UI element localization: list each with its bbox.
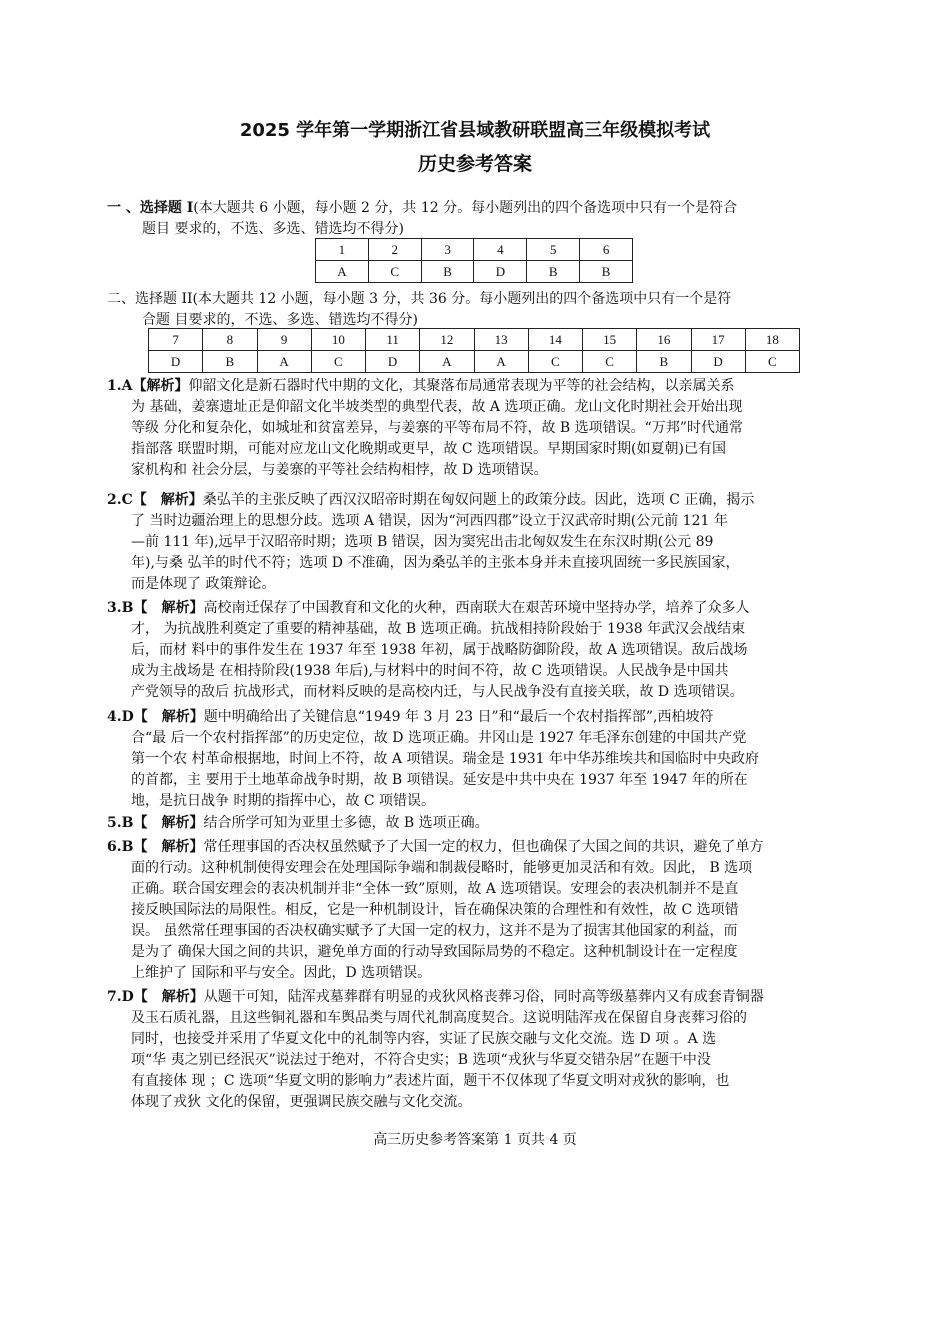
question-number-cell: 5	[527, 239, 580, 261]
answer-cell: A	[257, 351, 311, 373]
explanation-line: 常任理事国的否决权虽然赋予了大国一定的权力，但也确保了大国之间的共识，避免了单方	[203, 839, 764, 855]
question-number-cell: 7	[149, 329, 203, 351]
answer-cell: C	[368, 261, 421, 283]
question-number-cell: 11	[366, 329, 420, 351]
answer-cell: B	[637, 351, 691, 373]
explanation-6	[107, 837, 842, 984]
explanation-label: 3.B【 解析】	[107, 600, 204, 616]
explanation-line: 家机构和 社会分层，与姜寨的平等社会结构相悖，故 D 选项错误。	[131, 462, 548, 478]
answer-cell: D	[474, 261, 527, 283]
explanation-line: 从题干可知，陆浑戎墓葬群有明显的戎狄风格丧葬习俗，同时高等级墓葬内又有成套青铜器	[203, 989, 764, 1005]
question-number-cell: 8	[203, 329, 257, 351]
explanation-line: 误。 虽然常任理事国的否决权确实赋予了大国一定的权力，这并不是为了损害其他国家的利益，而	[131, 923, 738, 939]
answer-cell: A	[420, 351, 474, 373]
answer-cell: B	[421, 261, 474, 283]
answer-cell: B	[203, 351, 257, 373]
explanation-label: 4.D【 解析】	[107, 709, 204, 725]
explanation-line: 上维护了 国际和平与安全。因此，D 选项错误。	[131, 965, 432, 981]
explanation-line: 仰韶文化是新石器时代中期的文化，其聚落布局通常表现为平等的社会结构，以亲属关系	[188, 378, 735, 394]
explanation-line: 指部落 联盟时期，可能对应龙山文化晚期或更早，故 C 选项错误。早期国家时期(如夏朝)已有国	[131, 441, 726, 457]
section-2-text-2: 合题 目要求的，不选、多选、错选均不得分)	[142, 312, 418, 328]
explanation-line: 而是体现了 政策辩论。	[131, 576, 276, 592]
question-number-cell: 4	[474, 239, 527, 261]
section-1-heading: 一 、选择题 I	[107, 200, 194, 216]
explanation-line: 成为主战场是 在相持阶段(1938 年后),与材料中的时间不符，故 C 选项错误。人民战争是中国共	[131, 663, 729, 679]
question-number-cell: 1	[316, 239, 369, 261]
explanation-label: 1.A【解析】	[107, 378, 189, 394]
section-2-instructions	[107, 289, 837, 331]
section-1-text-2: 题目 要求的，不选、多选、错选均不得分)	[142, 221, 404, 237]
explanation-5	[107, 813, 842, 834]
explanation-line: 桑弘羊的主张反映了西汉汉昭帝时期在匈奴问题上的政策分歧。因此，选项 C 正确，揭示	[202, 492, 755, 508]
question-number-cell: 12	[420, 329, 474, 351]
explanation-label: 7.D【 解析】	[107, 989, 204, 1005]
question-number-cell: 9	[257, 329, 311, 351]
question-number-cell: 16	[637, 329, 691, 351]
question-number-cell: 3	[421, 239, 474, 261]
explanation-line: 为 基础，姜寨遗址正是仰韶文化半坡类型的典型代表，故 A 选项正确。龙山文化时期社会开始出现	[131, 399, 743, 415]
page-footer: 高三历史参考答案第 1 页共 4 页	[373, 1132, 577, 1148]
answer-cell: C	[528, 351, 582, 373]
explanation-line: 第一个农 村革命根据地，时间上不符，故 A 项错误。瑞金是 1931 年中华苏维埃共和国临时中央政府	[131, 751, 759, 767]
explanation-line: 合“最 后一个农村指挥部”的历史定位，故 D 选项正确。井冈山是 1927 年毛泽东创建的中国共产党	[131, 730, 747, 746]
answer-cell: A	[316, 261, 369, 283]
explanation-line: 高校南迁保存了中国教育和文化的火种，西南联大在艰苦环境中坚持办学，培养了众多人	[203, 600, 750, 616]
explanation-line: 同时，也接受并采用了华夏文化中的礼制等内容，实证了民族交融与文化交流。选 D 项 。A 选	[131, 1031, 717, 1047]
explanation-line: 地，是抗日战争 时期的指挥中心，故 C 项错误。	[131, 793, 436, 809]
question-number-cell: 15	[583, 329, 637, 351]
explanation-7	[107, 987, 842, 1113]
explanation-2	[107, 490, 842, 595]
explanation-line: 题中明确给出了关键信息“1949 年 3 月 23 日”和“最后一个农村指挥部”,西柏坡符	[203, 709, 714, 725]
exam-title: 2025 学年第一学期浙江省县域教研联盟高三年级模拟考试	[239, 120, 711, 141]
answer-cell: D	[691, 351, 745, 373]
explanation-line: 年),与桑 弘羊的时代不符；选项 D 不准确，因为桑弘羊的主张本身并未直接巩固统一多民族国家，	[131, 555, 740, 571]
question-number-cell: 13	[474, 329, 528, 351]
explanation-line: 产党领导的敌后 抗战形式，而材料反映的是高校内迁，与人民战争没有直接关联，故 D 选项错误。	[131, 684, 744, 700]
section-2-answer-table	[148, 328, 800, 373]
question-number-cell: 2	[368, 239, 421, 261]
answer-cell: D	[149, 351, 203, 373]
answer-key-subtitle: 历史参考答案	[417, 153, 532, 175]
question-number-cell: 14	[528, 329, 582, 351]
table-row-numbers	[316, 239, 633, 261]
question-number-cell: 18	[745, 329, 799, 351]
table-row-answers	[149, 351, 800, 373]
explanation-line: 及玉石质礼器，且这些铜礼器和车舆品类与周代礼制高度契合。这说明陆浑戎在保留自身丧葬习俗的	[131, 1010, 747, 1026]
explanation-label: 5.B【 解析】	[107, 815, 204, 831]
explanation-line: 等级 分化和复杂化，如城址和贫富差异，与姜寨的平等布局不符，故 B 选项错误。“万邦”时代通常	[131, 420, 743, 436]
explanation-line: 体现了戎狄 文化的保留，更强调民族交融与文化交流。	[131, 1094, 472, 1110]
question-number-cell: 6	[580, 239, 633, 261]
explanation-line: 才， 为抗战胜利奠定了重要的精神基础，故 B 选项正确。抗战相持阶段始于 1938 年武汉会战结束	[131, 621, 746, 637]
explanation-1	[107, 376, 842, 481]
table-row-numbers	[149, 329, 800, 351]
section-1-instructions	[107, 198, 837, 240]
explanation-4	[107, 707, 842, 812]
explanation-line: 正确。联合国安理会的表决机制并非“全体一致”原则，故 A 选项错误。安理会的表决机制并不是直	[131, 881, 739, 897]
answer-cell: C	[745, 351, 799, 373]
answer-cell: B	[527, 261, 580, 283]
answer-cell: D	[366, 351, 420, 373]
explanation-line: 的首都，主 要用于土地革命战争时期，故 B 项错误。延安是中共中央在 1937 年至 1947 年的所在	[131, 772, 748, 788]
explanation-line: 有直接体 现 ；C 选项“华夏文明的影响力”表述片面，题干不仅体现了华夏文明对戎狄的影响，也	[131, 1073, 730, 1089]
answer-cell: A	[474, 351, 528, 373]
explanation-line: 了 当时边疆治理上的思想分歧。选项 A 错误，因为“河西四郡”设立于汉武帝时期(公元前 121 年	[131, 513, 728, 529]
section-1-text-1: (本大题共 6 小题，每小题 2 分，共 12 分。每小题列出的四个备选项中只有一个是符合	[193, 200, 738, 216]
answer-cell: C	[583, 351, 637, 373]
explanation-label: 2.C【 解析】	[107, 492, 203, 508]
explanation-line: —前 111 年),远早于汉昭帝时期；选项 B 错误，因为窦宪出击北匈奴发生在东汉时期(公元 89	[131, 534, 714, 550]
section-2-text-1: 二、选择题 II(本大题共 12 小题，每小题 3 分，共 36 分。每小题列出的四个备选项中只有一个是符	[107, 291, 732, 307]
table-row-answers	[316, 261, 633, 283]
question-number-cell: 17	[691, 329, 745, 351]
section-1-answer-table	[315, 238, 633, 283]
answer-cell: C	[311, 351, 365, 373]
answer-cell: B	[580, 261, 633, 283]
explanation-line: 面的行动。这种机制使得安理会在处理国际争端和制裁侵略时，能够更加灵活和有效。因此， B 选项	[131, 860, 753, 876]
explanation-line: 后，而材 料中的事件发生在 1937 年至 1938 年初，属于战略防御阶段，故 A 选项错误。敌后战场	[131, 642, 748, 658]
explanation-3	[107, 598, 842, 703]
explanation-label: 6.B【 解析】	[107, 839, 204, 855]
question-number-cell: 10	[311, 329, 365, 351]
explanation-line: 接反映国际法的局限性。相反，它是一种机制设计，旨在确保决策的合理性和有效性，故 C 选项错	[131, 902, 739, 918]
explanation-line: 项“华 夷之别已经泯灭”说法过于绝对，不符合史实；B 选项“戎狄与华夏交错杂居”在题干中没	[131, 1052, 711, 1068]
explanation-line: 结合所学可知为亚里士多德，故 B 选项正确。	[203, 815, 489, 831]
explanation-line: 是为了 确保大国之间的共识，避免单方面的行动导致国际局势的不稳定。这种机制设计在一定程度	[131, 944, 738, 960]
